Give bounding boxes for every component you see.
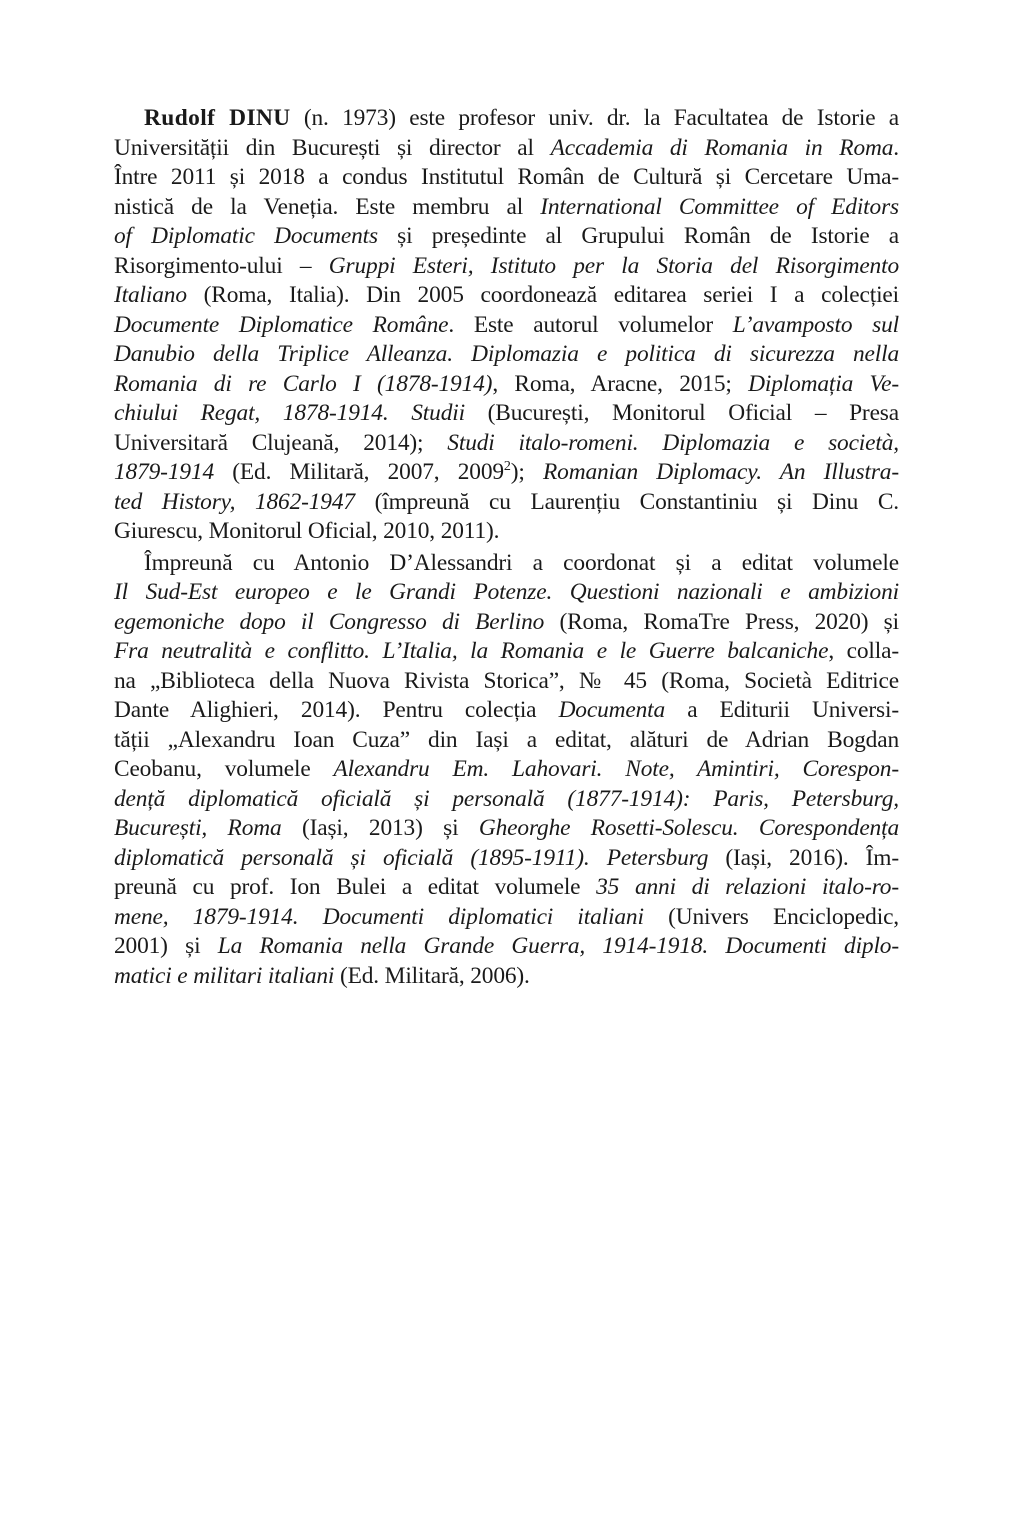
- text-run: (Univers Enciclopedic,: [643, 903, 899, 930]
- italic-title: Il Sud-Est europeo e le Grandi Potenze. Questioni nazionali e ambizioni: [114, 579, 899, 605]
- italic-title: International Committee of Editors: [540, 193, 899, 220]
- text-run: , Roma, Aracne, 2015;: [492, 370, 749, 397]
- text-line: [114, 932, 899, 962]
- text-line: [114, 578, 899, 608]
- text-line: [114, 104, 899, 134]
- text-line: [114, 399, 899, 429]
- text-run: (Roma, Italia). Din 2005 coordonează editarea seriei I a colecției: [186, 282, 899, 308]
- italic-title: Danubio della Triplice Alleanza. Diplomazia e politica di sicurezza nella: [114, 341, 899, 367]
- edition-superscript: 2: [503, 458, 511, 475]
- text-line: [114, 222, 899, 252]
- italic-title: ted History, 1862-1947: [114, 488, 355, 515]
- text-run: Giurescu, Monitorul Oficial, 2010, 2011).: [114, 518, 500, 544]
- italic-title: 35 anni di relazioni italo-ro-: [596, 874, 899, 900]
- italic-title: Alexandru Em. Lahovari. Note, Amintiri, Corespon-: [333, 756, 899, 782]
- italic-title: Romanian Diplomacy. An Illustra-: [543, 459, 899, 485]
- text-line: [114, 193, 899, 223]
- text-line: [114, 281, 899, 311]
- text-run: Universitară Clujeană, 2014);: [114, 429, 448, 456]
- text-run: .: [893, 134, 899, 161]
- text-run: preună cu prof. Ion Bulei a editat volumele: [114, 874, 597, 900]
- italic-title: Italiano: [114, 282, 187, 308]
- text-line: [114, 517, 899, 547]
- italic-title: L’avamposto sul: [732, 311, 899, 338]
- text-run: Dante Alighieri, 2014). Pentru colecția: [114, 697, 559, 723]
- text-line: [114, 785, 899, 815]
- italic-title: Documente Diplomatice Române: [114, 311, 449, 338]
- italic-title: Fra neutralità e conflitto. L’Italia, la Romania e le Guerre balcaniche: [114, 638, 829, 664]
- text-line: [114, 873, 899, 903]
- text-run: tății „Alexandru Ioan Cuza” din Iași a editat, alături de Adrian Bogdan: [114, 726, 899, 753]
- text-run: a Editurii Universi-: [665, 697, 899, 723]
- text-line: [114, 637, 899, 667]
- text-run: Împreună cu Antonio D’Alessandri a coordonat și a editat volumele: [144, 549, 899, 576]
- text-run: 2001) și: [114, 933, 218, 959]
- italic-title: 1879-1914: [114, 459, 215, 485]
- text-run: (Ed. Militară, 2007, 2009: [214, 459, 504, 485]
- bio-paragraph-2: [114, 549, 899, 992]
- text-line: [114, 488, 899, 518]
- author-name: Rudolf DINU: [144, 105, 291, 131]
- italic-title: dență diplomatică oficială și personală (1877-1914): Paris, Petersburg,: [114, 785, 899, 812]
- text-line: [114, 252, 899, 282]
- text-run: Ceobanu, volumele: [114, 756, 334, 782]
- text-run: (București, Monitorul Oficial – Presa: [464, 400, 899, 426]
- text-line: [114, 458, 899, 488]
- italic-title: matici e militari italiani: [114, 962, 335, 989]
- text-line: [114, 311, 899, 341]
- italic-title: of Diplomatic Documents: [114, 223, 378, 249]
- italic-title: București, Roma: [114, 815, 282, 841]
- text-run: și președinte al Grupului Român de Istorie a: [377, 223, 899, 249]
- italic-title: Romania di re Carlo I (1878-1914): [114, 370, 493, 397]
- text-line: [114, 429, 899, 459]
- text-line: [114, 696, 899, 726]
- author-bio-page: [114, 104, 899, 991]
- text-run: Risorgimento-ului –: [114, 252, 329, 279]
- text-line: [114, 549, 899, 579]
- text-run: (Ed. Militară, 2006).: [334, 962, 530, 989]
- italic-title: Accademia di Romania in Roma: [550, 134, 894, 161]
- text-run: (împreună cu Laurențiu Constantiniu și Dinu C.: [354, 488, 899, 515]
- italic-title: Gheorghe Rosetti-Solescu. Corespondența: [478, 815, 899, 841]
- italic-title: Studi italo-romeni. Diplomazia e società,: [447, 429, 899, 456]
- italic-title: mene, 1879-1914. Documenti diplomatici italiani: [114, 903, 644, 930]
- text-line: [114, 134, 899, 164]
- text-line: [114, 844, 899, 874]
- text-run: . Este autorul volumelor: [448, 311, 733, 338]
- text-line: [114, 726, 899, 756]
- text-run: nistică de la Veneția. Este membru al: [114, 193, 541, 220]
- text-line: [114, 755, 899, 785]
- text-line: [114, 370, 899, 400]
- text-run: (Iași, 2016). Îm-: [708, 844, 899, 871]
- text-line: [114, 814, 899, 844]
- italic-title: Documenta: [558, 697, 666, 723]
- italic-title: chiului Regat, 1878-1914. Studii: [114, 400, 465, 426]
- text-line: [114, 667, 899, 697]
- text-run: );: [510, 459, 544, 485]
- text-line: [114, 163, 899, 193]
- bio-paragraph-1: [114, 104, 899, 547]
- italic-title: La Romania nella Grande Guerra, 1914-1918. Documenti diplo-: [217, 933, 899, 959]
- text-run: (Iași, 2013) și: [281, 815, 479, 841]
- italic-title: egemoniche dopo il Congresso di Berlino: [114, 608, 545, 635]
- text-line: [114, 608, 899, 638]
- italic-title: diplomatică personală și oficială (1895-1911). Petersburg: [114, 844, 709, 871]
- text-line: [114, 962, 899, 992]
- text-line: [114, 340, 899, 370]
- text-run: (n. 1973) este profesor univ. dr. la Facultatea de Istorie a: [290, 105, 899, 131]
- text-run: (Roma, RomaTre Press, 2020) și: [544, 608, 899, 635]
- text-run: , colla-: [828, 638, 899, 664]
- italic-title: Diplomația Ve-: [748, 370, 899, 397]
- text-run: Universității din București și director al: [114, 134, 551, 161]
- italic-title: Gruppi Esteri, Istituto per la Storia del Risorgimento: [328, 252, 899, 279]
- text-run: Între 2011 și 2018 a condus Institutul Român de Cultură și Cercetare Uma-: [114, 164, 899, 190]
- text-line: [114, 903, 899, 933]
- text-run: na „Biblioteca della Nuova Rivista Storica”, № 45 (Roma, Società Editrice: [114, 667, 899, 694]
